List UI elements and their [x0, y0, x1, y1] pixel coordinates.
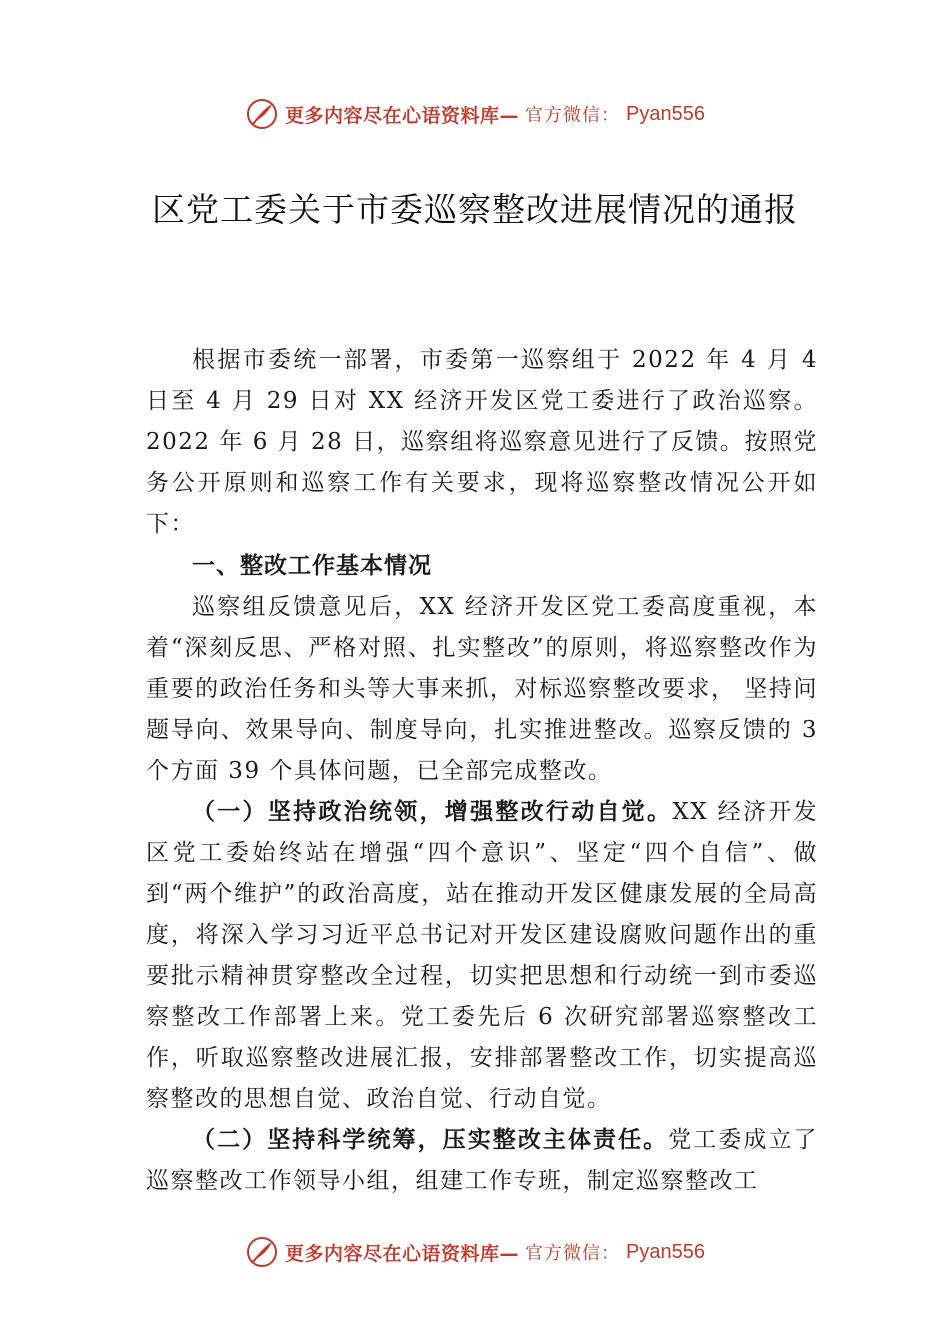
document-body: [146, 340, 818, 1202]
subsection-body-2: 党工委成立了巡察整改工作领导小组，组建工作专班，制定巡察整改工: [146, 1127, 818, 1194]
subsection-lead-1: （一）坚持政治统领，增强整改行动自觉。: [192, 799, 673, 825]
watermark-banner-top: [0, 94, 950, 134]
section-paragraph: 巡察组反馈意见后，XX 经济开发区党工委高度重视，本着“深刻反思、严格对照、扎实整改”的原则，将巡察整改作为重要的政治任务和头等大事来抓，对标巡察整改要求， 坚持问题导向、效果导向、制度导向，扎实推进整改。巡察反馈的 3 个方面 39 个具体问题，已全部完成整改。: [146, 594, 818, 784]
watermark-wechat-label: 官方微信：: [525, 1243, 621, 1264]
document-title: 区党工委关于市委巡察整改进展情况的通报: [152, 190, 798, 229]
subsection-paragraph-1: [146, 792, 818, 1120]
watermark-text: 更多内容尽在心语资料库—: [285, 104, 520, 127]
section-heading: 一、整改工作基本情况: [192, 553, 432, 579]
subsection-lead-2: （二）坚持科学统筹，压实整改主体责任。: [192, 1127, 669, 1153]
quill-logo-icon: [245, 1235, 279, 1269]
watermark-wechat-label: 官方微信：: [525, 105, 621, 126]
subsection-paragraph-2: [146, 1120, 818, 1202]
watermark-text: 更多内容尽在心语资料库—: [285, 1242, 520, 1265]
intro-paragraph: 根据市委统一部署，市委第一巡察组于 2022 年 4 月 4 日至 4 月 29 日对 XX 经济开发区党工委进行了政治巡察。2022 年 6 月 28 日，巡察组将巡察意见进行了反馈。按照党务公开原则和巡察工作有关要求，现将巡察整改情况公开如下：: [146, 347, 818, 537]
subsection-body-1: XX 经济开发区党工委始终站在增强“四个意识”、坚定“四个自信”、做到“两个维护”的政治高度，站在推动开发区健康发展的全局高度，将深入学习习近平总书记对开发区建设腐败问题作出的重要批示精神贯穿整改全过程，切实把思想和行动统一到市委巡察整改工作部署上来。党工委先后 6 次研究部署巡察整改工作，听取巡察整改进展汇报，安排部署整改工作，切实提高巡察整改的思想自觉、政治自觉、行动自觉。: [146, 799, 819, 1112]
watermark-wechat-id: Pyan556: [626, 1240, 705, 1263]
watermark-wechat-id: Pyan556: [626, 102, 705, 125]
quill-logo-icon: [245, 97, 279, 131]
watermark-banner-bottom: [0, 1232, 950, 1272]
